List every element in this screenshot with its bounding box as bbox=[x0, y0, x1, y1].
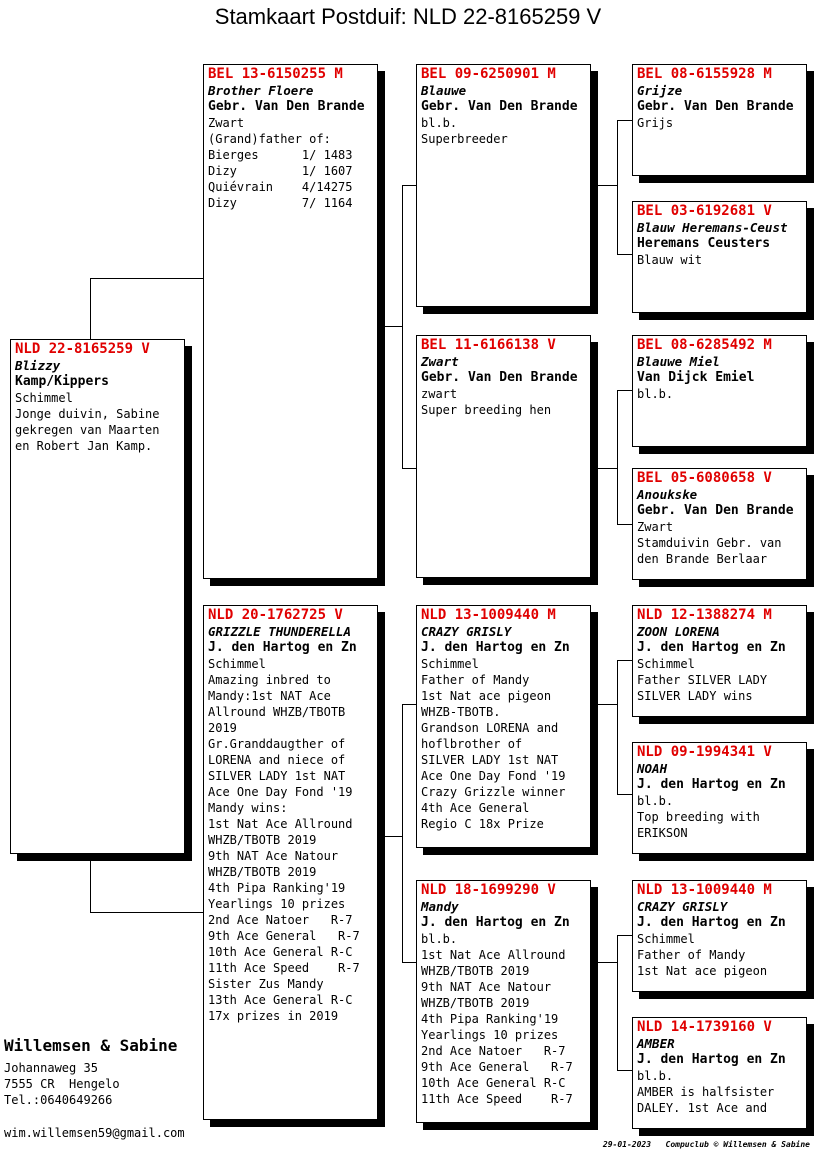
info-line: 1st Nat ace pigeon bbox=[637, 964, 768, 978]
info-line: Yearlings 10 prizes bbox=[421, 1028, 559, 1042]
info-line: SILVER LADY 1st NAT bbox=[421, 753, 559, 767]
breeder-name: J. den Hartog en Zn bbox=[637, 777, 786, 792]
info-line: Father SILVER LADY bbox=[637, 673, 768, 687]
info-line: Bierges 1/ 1483 bbox=[208, 148, 353, 162]
info-line: bl.b. bbox=[637, 1069, 674, 1083]
pigeon-card-maternal-grandmother[interactable] bbox=[416, 880, 591, 1123]
connector-line bbox=[617, 120, 618, 254]
connector-line bbox=[402, 704, 417, 705]
info-line: Schimmel bbox=[208, 657, 266, 671]
breeder-name: Heremans Ceusters bbox=[637, 236, 771, 251]
info-line: 9th Ace General R-7 bbox=[208, 929, 360, 943]
breeder-name: Gebr. Van Den Brande bbox=[637, 99, 794, 114]
connector-line bbox=[598, 962, 617, 963]
info-line: WHZB/TBOTB 2019 bbox=[208, 865, 317, 879]
pigeon-card-great-grandparent[interactable] bbox=[632, 64, 807, 176]
address-line: 7555 CR Hengelo bbox=[4, 1077, 120, 1091]
info-line: Schimmel bbox=[421, 657, 479, 671]
ring-number: BEL 05-6080658 V bbox=[637, 470, 772, 486]
connector-line bbox=[402, 185, 417, 186]
ring-number: BEL 09-6250901 M bbox=[421, 66, 556, 82]
pigeon-card-great-grandparent[interactable] bbox=[632, 605, 807, 717]
info-line: SILVER LADY wins bbox=[637, 689, 753, 703]
info-line: Superbreeder bbox=[421, 132, 508, 146]
info-line: Blauw wit bbox=[637, 253, 703, 267]
info-line: Father of Mandy bbox=[421, 673, 530, 687]
connector-line bbox=[598, 468, 617, 469]
info-line: Top breeding with bbox=[637, 810, 760, 824]
connector-line bbox=[402, 962, 417, 963]
info-line: Regio C 18x Prize bbox=[421, 817, 544, 831]
connector-line bbox=[90, 278, 204, 279]
connector-line bbox=[598, 704, 617, 705]
pigeon-name: NOAH bbox=[637, 761, 668, 776]
info-line: Gr.Granddaugther of bbox=[208, 737, 346, 751]
ring-number: BEL 08-6155928 M bbox=[637, 66, 772, 82]
pigeon-card-mother[interactable] bbox=[203, 605, 378, 1120]
connector-line bbox=[617, 794, 633, 795]
info-line: Schimmel bbox=[15, 391, 73, 405]
info-line: en Robert Jan Kamp. bbox=[15, 439, 153, 453]
info-line: Dizy 1/ 1607 bbox=[208, 164, 353, 178]
software-credit: Compuclub © Willemsen & Sabine bbox=[665, 1140, 810, 1149]
pigeon-card-great-grandparent[interactable] bbox=[632, 1017, 807, 1129]
info-line: 9th NAT Ace Natour bbox=[208, 849, 339, 863]
info-line: 9th NAT Ace Natour bbox=[421, 980, 552, 994]
info-line: Ace One Day Fond '19 bbox=[421, 769, 566, 783]
info-line: 10th Ace General R-C bbox=[421, 1076, 566, 1090]
breeder-name: Gebr. Van Den Brande bbox=[637, 503, 794, 518]
info-line: DALEY. 1st Ace and bbox=[637, 1101, 768, 1115]
info-line: gekregen van Maarten bbox=[15, 423, 160, 437]
connector-line bbox=[402, 704, 403, 962]
breeder-name: J. den Hartog en Zn bbox=[421, 640, 570, 655]
owner-name: Willemsen & Sabine bbox=[4, 1036, 178, 1055]
info-line: bl.b. bbox=[421, 932, 458, 946]
info-line: 2019 bbox=[208, 721, 237, 735]
pigeon-name: Blizzy bbox=[15, 358, 61, 373]
info-line: 13th Ace General R-C bbox=[208, 993, 353, 1007]
pigeon-name: Brother Floere bbox=[208, 83, 314, 98]
info-line: AMBER is halfsister bbox=[637, 1085, 775, 1099]
pigeon-card-great-grandparent[interactable] bbox=[632, 335, 807, 447]
info-line: Sister Zus Mandy bbox=[208, 977, 324, 991]
info-line: 2nd Ace Natoer R-7 bbox=[421, 1044, 566, 1058]
info-line: 11th Ace Speed R-7 bbox=[208, 961, 360, 975]
info-line: Grandson LORENA and bbox=[421, 721, 559, 735]
info-line: 9th Ace General R-7 bbox=[421, 1060, 573, 1074]
ring-number: BEL 11-6166138 V bbox=[421, 337, 556, 353]
pigeon-card-paternal-grandmother[interactable] bbox=[416, 335, 591, 578]
info-line: Quiévrain 4/14275 bbox=[208, 180, 353, 194]
pigeon-card-father[interactable] bbox=[203, 64, 378, 579]
breeder-name: Gebr. Van Den Brande bbox=[208, 99, 365, 114]
pigeon-name: Zwart bbox=[421, 354, 459, 369]
ring-number: BEL 13-6150255 M bbox=[208, 66, 343, 82]
print-date: 29-01-2023 bbox=[602, 1140, 652, 1149]
pigeon-card-subject[interactable] bbox=[10, 339, 185, 854]
phone-line: Tel.:0640649266 bbox=[4, 1093, 113, 1107]
breeder-name: Van Dijck Emiel bbox=[637, 370, 755, 385]
info-line: Allround WHZB/TBOTB bbox=[208, 705, 346, 719]
info-line: Mandy wins: bbox=[208, 801, 288, 815]
info-line: 1st Nat Ace Allround bbox=[208, 817, 353, 831]
info-line: Dizy 7/ 1164 bbox=[208, 196, 353, 210]
connector-line bbox=[598, 185, 617, 186]
pigeon-card-paternal-grandfather[interactable] bbox=[416, 64, 591, 307]
ring-number: NLD 20-1762725 V bbox=[208, 607, 343, 623]
breeder-name: J. den Hartog en Zn bbox=[637, 915, 786, 930]
ring-number: NLD 13-1009440 M bbox=[637, 882, 772, 898]
info-line: bl.b. bbox=[637, 794, 674, 808]
pigeon-card-great-grandparent[interactable] bbox=[632, 201, 807, 313]
email-link[interactable]: wim.willemsen59@gmail.com bbox=[4, 1126, 185, 1140]
info-line: LORENA and niece of bbox=[208, 753, 346, 767]
pigeon-name: Mandy bbox=[421, 899, 459, 914]
info-line: bl.b. bbox=[637, 387, 674, 401]
info-line: WHZB/TBOTB 2019 bbox=[421, 964, 530, 978]
ring-number: NLD 18-1699290 V bbox=[421, 882, 556, 898]
connector-line bbox=[384, 326, 402, 327]
info-line: Schimmel bbox=[637, 932, 695, 946]
pigeon-name: Blauwe bbox=[421, 83, 467, 98]
pigeon-name: Blauwe Miel bbox=[637, 354, 720, 369]
breeder-name: J. den Hartog en Zn bbox=[637, 640, 786, 655]
breeder-name: Gebr. Van Den Brande bbox=[421, 370, 578, 385]
info-line: 17x prizes in 2019 bbox=[208, 1009, 339, 1023]
info-line: zwart bbox=[421, 387, 458, 401]
info-line: Schimmel bbox=[637, 657, 695, 671]
breeder-name: J. den Hartog en Zn bbox=[208, 640, 357, 655]
connector-line bbox=[617, 524, 633, 525]
info-line: 1st Nat ace pigeon bbox=[421, 689, 552, 703]
info-line: Zwart bbox=[637, 520, 674, 534]
ring-number: NLD 22-8165259 V bbox=[15, 341, 150, 357]
info-line: Crazy Grizzle winner bbox=[421, 785, 566, 799]
info-line: Grijs bbox=[637, 116, 674, 130]
info-line: 4th Ace General bbox=[421, 801, 530, 815]
info-line: 1st Nat Ace Allround bbox=[421, 948, 566, 962]
connector-line bbox=[617, 935, 633, 936]
info-line: 2nd Ace Natoer R-7 bbox=[208, 913, 353, 927]
connector-line bbox=[402, 468, 417, 469]
connector-line bbox=[617, 1070, 633, 1071]
pigeon-card-great-grandparent[interactable] bbox=[632, 742, 807, 854]
ring-number: NLD 13-1009440 M bbox=[421, 607, 556, 623]
info-line: 11th Ace Speed R-7 bbox=[421, 1092, 573, 1106]
breeder-name: Kamp/Kippers bbox=[15, 374, 109, 389]
connector-line bbox=[617, 120, 633, 121]
info-line: 10th Ace General R-C bbox=[208, 945, 353, 959]
info-line: Yearlings 10 prizes bbox=[208, 897, 346, 911]
ring-number: NLD 12-1388274 M bbox=[637, 607, 772, 623]
info-line: bl.b. bbox=[421, 116, 458, 130]
info-line: ERIKSON bbox=[637, 826, 688, 840]
info-line: hoflbrother of bbox=[421, 737, 523, 751]
pigeon-card-great-grandparent[interactable] bbox=[632, 880, 807, 992]
pigeon-name: AMBER bbox=[637, 1036, 675, 1051]
pigeon-name: CRAZY GRISLY bbox=[421, 624, 512, 639]
pigeon-name: CRAZY GRISLY bbox=[637, 899, 728, 914]
connector-line bbox=[617, 390, 618, 524]
connector-line bbox=[617, 390, 633, 391]
info-line: Amazing inbred to bbox=[208, 673, 331, 687]
connector-line bbox=[617, 660, 633, 661]
pigeon-name: Blauw Heremans-Ceust bbox=[637, 220, 788, 235]
connector-line bbox=[617, 660, 618, 794]
connector-line bbox=[384, 836, 402, 837]
pigeon-card-great-grandparent[interactable] bbox=[632, 468, 807, 580]
info-line: WHZB/TBOTB 2019 bbox=[421, 996, 530, 1010]
info-line: Zwart bbox=[208, 116, 245, 130]
ring-number: BEL 03-6192681 V bbox=[637, 203, 772, 219]
breeder-name: J. den Hartog en Zn bbox=[421, 915, 570, 930]
info-line: den Brande Berlaar bbox=[637, 552, 768, 566]
info-line: Super breeding hen bbox=[421, 403, 552, 417]
connector-line bbox=[90, 852, 91, 912]
pigeon-name: Anoukske bbox=[637, 487, 698, 502]
info-line: WHZB-TBOTB. bbox=[421, 705, 501, 719]
info-line: WHZB/TBOTB 2019 bbox=[208, 833, 317, 847]
info-line: 4th Pipa Ranking'19 bbox=[208, 881, 346, 895]
info-line: (Grand)father of: bbox=[208, 132, 331, 146]
connector-line bbox=[617, 254, 633, 255]
address-line: Johannaweg 35 bbox=[4, 1061, 98, 1075]
info-line: Jonge duivin, Sabine bbox=[15, 407, 160, 421]
info-line: Stamduivin Gebr. van bbox=[637, 536, 782, 550]
connector-line bbox=[617, 935, 618, 1070]
ring-number: BEL 08-6285492 M bbox=[637, 337, 772, 353]
info-line: Father of Mandy bbox=[637, 948, 746, 962]
breeder-name: J. den Hartog en Zn bbox=[637, 1052, 786, 1067]
info-line: SILVER LADY 1st NAT bbox=[208, 769, 346, 783]
connector-line bbox=[402, 185, 403, 468]
ring-number: NLD 09-1994341 V bbox=[637, 744, 772, 760]
connector-line bbox=[90, 912, 204, 913]
pigeon-name: Grijze bbox=[637, 83, 683, 98]
pigeon-name: ZOON LORENA bbox=[637, 624, 720, 639]
info-line: 4th Pipa Ranking'19 bbox=[421, 1012, 559, 1026]
info-line: Mandy:1st NAT Ace bbox=[208, 689, 331, 703]
info-line: Ace One Day Fond '19 bbox=[208, 785, 353, 799]
breeder-name: Gebr. Van Den Brande bbox=[421, 99, 578, 114]
connector-line bbox=[90, 278, 91, 340]
pigeon-name: GRIZZLE THUNDERELLA bbox=[208, 624, 351, 639]
footer-credit bbox=[603, 1140, 810, 1149]
ring-number: NLD 14-1739160 V bbox=[637, 1019, 772, 1035]
page-title: Stamkaart Postduif: NLD 22-8165259 V bbox=[214, 4, 602, 29]
pigeon-card-maternal-grandfather[interactable] bbox=[416, 605, 591, 848]
